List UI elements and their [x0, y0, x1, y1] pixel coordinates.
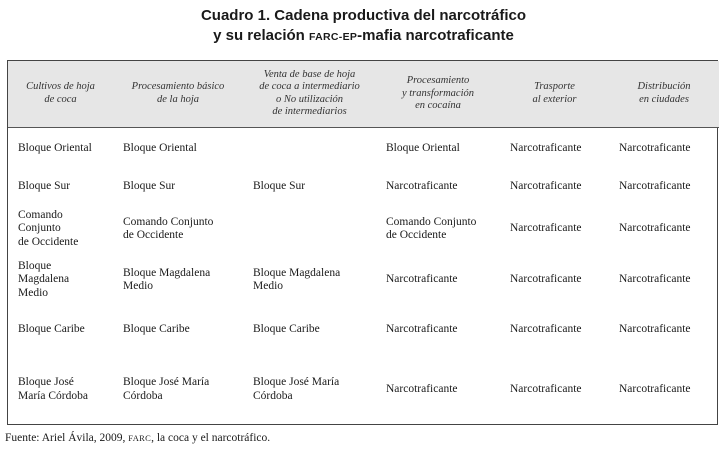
table-row	[8, 204, 719, 254]
data-table-frame	[7, 60, 718, 425]
table-cell	[243, 353, 376, 426]
source-suffix: , la coca y el narcotráfico.	[151, 432, 271, 444]
column-header-5	[500, 61, 609, 127]
header-line: en ciudades	[639, 93, 689, 105]
data-table	[8, 61, 719, 426]
cell-line: Narcotraficante	[510, 382, 582, 395]
table-cell	[500, 254, 609, 306]
table-row	[8, 254, 719, 306]
table-title	[0, 6, 727, 47]
table-cell	[376, 169, 500, 204]
cell-line: Bloque Caribe	[123, 322, 190, 335]
source-note	[5, 432, 270, 444]
table-cell	[243, 306, 376, 353]
header-line: Cultivos de hoja	[26, 81, 95, 93]
source-prefix: Fuente: Ariel Ávila, 2009,	[5, 432, 129, 444]
cell-line: Narcotraficante	[619, 273, 691, 286]
cell-line: Medio	[123, 280, 154, 292]
header-line: Distribución	[637, 81, 691, 93]
cell-line: Conjunto	[18, 222, 61, 235]
cell-line: Narcotraficante	[619, 382, 691, 395]
title-line-2-suffix: -mafia narcotraficante	[357, 27, 514, 44]
cell-line: Narcotraficante	[619, 322, 691, 335]
table-cell	[8, 306, 113, 353]
cell-line: Bloque José María	[253, 376, 340, 388]
cell-line: Comando Conjunto	[386, 215, 477, 228]
table-row	[8, 127, 719, 169]
table-cell	[500, 204, 609, 254]
table-cell	[8, 127, 113, 169]
header-line: Trasporte	[534, 81, 575, 93]
cell-line: Córdoba	[123, 389, 163, 402]
cell-line: Bloque Caribe	[253, 322, 320, 335]
table-cell	[243, 127, 376, 169]
header-row	[8, 61, 719, 127]
header-line: y transformación	[401, 87, 475, 99]
table-cell	[243, 204, 376, 254]
table-cell	[500, 353, 609, 426]
header-line: de intermediarios	[272, 106, 347, 118]
column-header-4	[376, 61, 500, 127]
cell-line: Narcotraficante	[386, 322, 458, 335]
table-cell	[113, 127, 243, 169]
table-cell	[113, 306, 243, 353]
table-cell	[376, 204, 500, 254]
cell-line: Narcotraficante	[386, 382, 458, 395]
header-line: Procesamiento básico	[131, 81, 225, 93]
table-cell	[113, 353, 243, 426]
header-line: de coca a intermediario	[259, 81, 360, 93]
table-cell	[609, 169, 719, 204]
cell-line: Córdoba	[253, 389, 293, 402]
cell-line: Narcotraficante	[510, 273, 582, 286]
table-cell	[609, 306, 719, 353]
table-row	[8, 306, 719, 353]
cell-line: Narcotraficante	[619, 222, 691, 235]
table-cell	[609, 254, 719, 306]
table-body	[8, 127, 719, 426]
cell-line: Magdalena	[18, 273, 70, 286]
table-cell	[500, 306, 609, 353]
title-line-1: Cuadro 1. Cadena productiva del narcotráfico	[200, 7, 527, 24]
table-cell	[8, 254, 113, 306]
cell-line: Bloque Magdalena	[253, 266, 341, 279]
cell-line: Bloque Magdalena	[123, 266, 211, 279]
source-acronym: FARC	[128, 433, 152, 443]
table-row	[8, 353, 719, 426]
table-cell	[113, 254, 243, 306]
cell-line: Comando Conjunto	[123, 215, 214, 228]
table-cell	[500, 127, 609, 169]
table-row	[8, 169, 719, 204]
table-cell	[243, 254, 376, 306]
table-header	[8, 61, 719, 127]
title-line-2-prefix: y su relación	[213, 27, 309, 44]
table-cell	[113, 204, 243, 254]
column-header-1	[8, 61, 113, 127]
table-cell	[113, 169, 243, 204]
header-line: al exterior	[532, 93, 577, 105]
header-line: o No utilización	[275, 93, 344, 105]
cell-line: Bloque	[18, 259, 52, 272]
table-cell	[609, 127, 719, 169]
table-cell	[243, 169, 376, 204]
cell-line: Narcotraficante	[510, 179, 582, 192]
header-line: en cocaína	[415, 100, 461, 111]
cell-line: Bloque Sur	[123, 179, 176, 192]
cell-line: de Occidente	[123, 229, 184, 241]
header-line: Venta de base de hoja	[263, 68, 356, 80]
cell-line: Medio	[253, 280, 284, 292]
table-cell	[609, 204, 719, 254]
cell-line: Bloque Sur	[253, 179, 306, 192]
cell-line: Bloque Oriental	[123, 141, 197, 154]
table-cell	[609, 353, 719, 426]
cell-line: Medio	[18, 286, 49, 299]
cell-line: de Occidente	[386, 229, 447, 241]
table-cell	[8, 204, 113, 254]
cell-line: Narcotraficante	[386, 273, 458, 286]
cell-line: María Córdoba	[18, 389, 88, 402]
cell-line: Bloque Caribe	[18, 322, 85, 335]
cell-line: Narcotraficante	[386, 179, 458, 192]
column-header-6	[609, 61, 719, 127]
table-cell	[8, 169, 113, 204]
cell-line: Bloque Oriental	[18, 141, 92, 154]
cell-line: de Occidente	[18, 235, 79, 248]
table-cell	[376, 306, 500, 353]
column-header-3	[243, 61, 376, 127]
table-cell	[500, 169, 609, 204]
header-line: Procesamiento	[406, 75, 470, 86]
header-line: de coca	[44, 93, 77, 105]
cell-line: Narcotraficante	[510, 222, 582, 235]
table-cell	[376, 254, 500, 306]
cell-line: Narcotraficante	[510, 141, 582, 154]
cell-line: Bloque José María	[123, 376, 210, 388]
table-cell	[376, 353, 500, 426]
cell-line: Narcotraficante	[619, 179, 691, 192]
cell-line: Bloque Oriental	[386, 141, 460, 154]
cell-line: Comando	[18, 208, 63, 221]
cell-line: Narcotraficante	[619, 141, 691, 154]
table-cell	[376, 127, 500, 169]
cell-line: Bloque José	[18, 376, 74, 388]
cell-line: Narcotraficante	[510, 322, 582, 335]
column-header-2	[113, 61, 243, 127]
header-line: de la hoja	[157, 93, 199, 105]
title-acronym: FARC-EP	[308, 31, 358, 43]
table-cell	[8, 353, 113, 426]
title-line-2	[0, 26, 727, 47]
cell-line: Bloque Sur	[18, 179, 71, 192]
